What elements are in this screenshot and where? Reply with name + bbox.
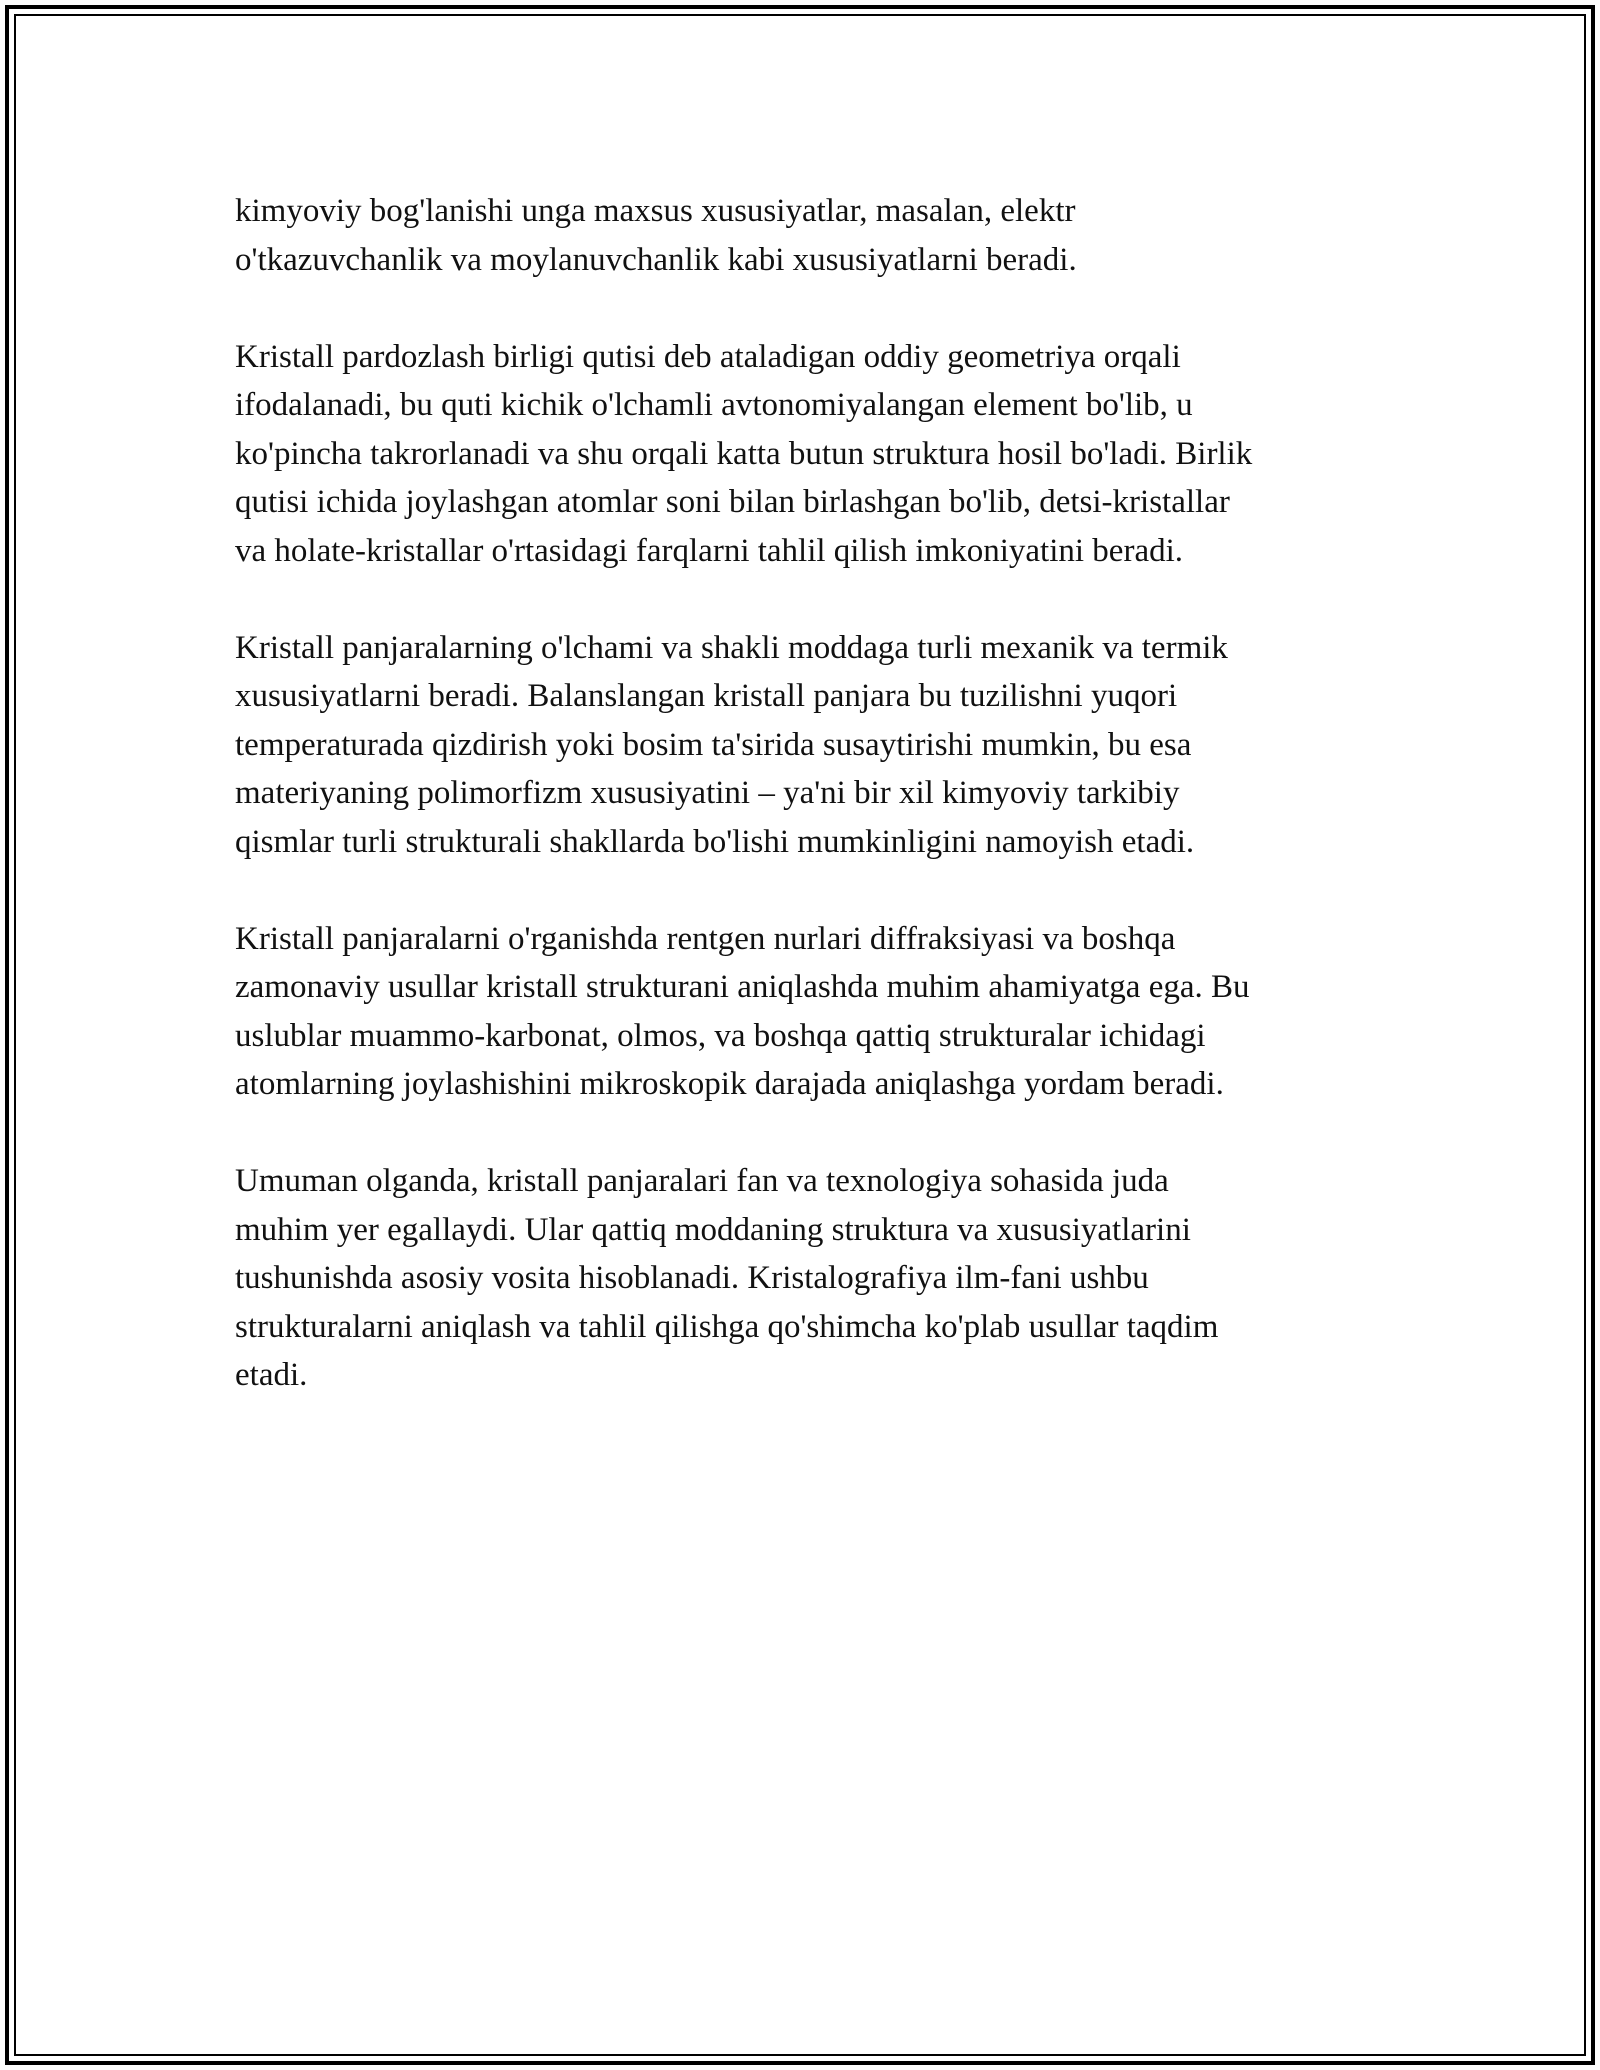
paragraph-4	[235, 915, 1375, 1109]
text-line: materiyaning polimorfizm xususiyatini – ya'ni bir xil kimyoviy tarkibiy	[235, 775, 1180, 811]
paragraph-3	[235, 624, 1375, 867]
text-line: atomlarning joylashishini mikroskopik darajada aniqlashga yordam beradi.	[235, 1066, 1224, 1102]
text-line: qismlar turli strukturali shakllarda bo'lishi mumkinligini namoyish etadi.	[235, 823, 1195, 860]
text-line: qutisi ichida joylashgan atomlar soni bilan birlashgan bo'lib, detsi-kristallar	[235, 484, 1230, 520]
text-line: Kristall pardozlash birligi qutisi deb ataladigan oddiy geometriya orqali	[235, 338, 1181, 375]
text-line: Umuman olganda, kristall panjaralari fan va texnologiya sohasida juda	[235, 1163, 1169, 1199]
text-line: Kristall panjaralarni o'rganishda rentgen nurlari diffraksiyasi va boshqa	[235, 920, 1176, 957]
text-line: va holate-kristallar o'rtasidagi farqlarni tahlil qilish imkoniyatini beradi.	[235, 532, 1184, 569]
paragraph-1	[235, 187, 1375, 284]
text-line: ifodalanadi, bu quti kichik o'lchamli avtonomiyalangan element bo'lib, u	[235, 387, 1193, 423]
text-line: xususiyatlarni beradi. Balanslangan kristall panjara bu tuzilishni yuqori	[235, 678, 1178, 714]
text-line: uslublar muammo-karbonat, olmos, va boshqa qattiq strukturalar ichidagi	[235, 1017, 1206, 1054]
text-line: etadi.	[235, 1357, 308, 1393]
text-line: zamonaviy usullar kristall strukturani aniqlashda muhim ahamiyatga ega. Bu	[235, 969, 1250, 1005]
paragraph-2	[235, 333, 1375, 576]
text-line: temperaturada qizdirish yoki bosim ta'sirida susaytirishi mumkin, bu esa	[235, 726, 1192, 763]
text-line: Kristall panjaralarning o'lchami va shakli moddaga turli mexanik va termik	[235, 629, 1228, 666]
paragraph-5	[235, 1157, 1375, 1400]
text-line: o'tkazuvchanlik va moylanuvchanlik kabi xususiyatlarni beradi.	[235, 241, 1077, 278]
document-body	[235, 187, 1375, 1448]
text-line: ko'pincha takrorlanadi va shu orqali katta butun struktura hosil bo'ladi. Birlik	[235, 435, 1253, 472]
text-line: strukturalarni aniqlash va tahlil qilishga qo'shimcha ko'plab usullar taqdim	[235, 1308, 1219, 1345]
text-line: kimyoviy bog'lanishi unga maxsus xususiyatlar, masalan, elektr	[235, 193, 1076, 229]
text-line: muhim yer egallaydi. Ular qattiq moddaning struktura va xususiyatlarini	[235, 1211, 1191, 1248]
text-line: tushunishda asosiy vosita hisoblanadi. Kristalografiya ilm-fani ushbu	[235, 1260, 1149, 1296]
